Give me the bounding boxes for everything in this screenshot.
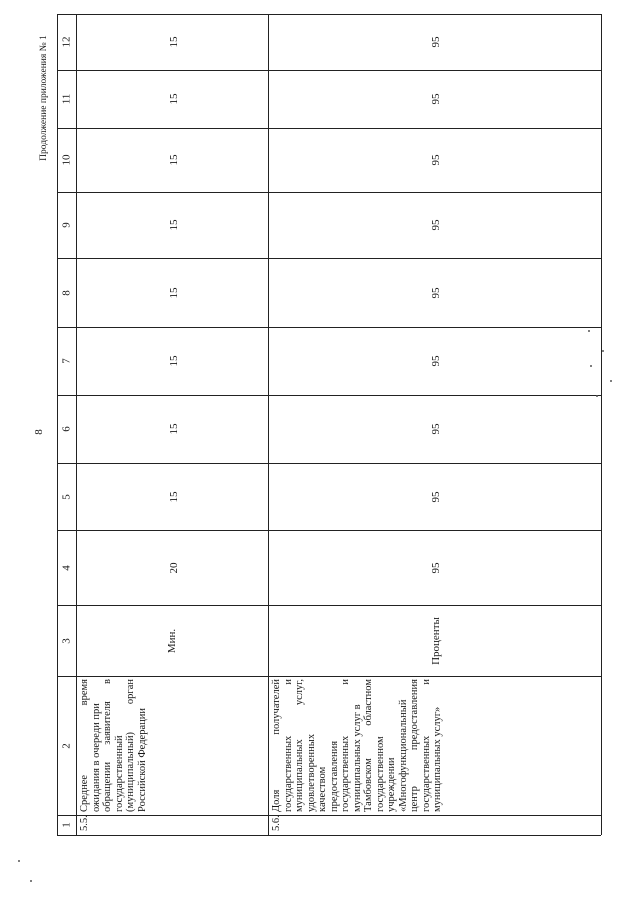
row-value: 95 <box>430 562 442 573</box>
row-value: 15 <box>168 491 180 502</box>
description-word: государственный <box>113 735 125 812</box>
row-value: 20 <box>168 562 180 573</box>
row-value: 95 <box>430 154 442 166</box>
column-header: 11 <box>60 93 73 105</box>
row-value: 95 <box>430 36 442 48</box>
description-line <box>137 679 149 812</box>
row-value: 15 <box>168 36 180 48</box>
column-header: 4 <box>60 564 73 571</box>
description-word: муниципальных <box>294 739 305 812</box>
table-column-border <box>57 14 601 15</box>
description-word: обращении <box>102 761 113 812</box>
description-line <box>283 679 295 812</box>
description-line <box>79 679 91 812</box>
description-word: Российской Федерации <box>136 708 148 812</box>
description-word: и <box>420 679 432 685</box>
description-line <box>398 679 410 812</box>
table-column-border <box>57 327 601 328</box>
scan-speck <box>610 380 612 382</box>
scan-speck <box>30 880 32 882</box>
description-line <box>91 679 103 812</box>
column-header: 12 <box>60 36 73 48</box>
description-word: (муниципальный) <box>125 731 136 812</box>
description-word: государственном <box>374 736 386 812</box>
description-word: предоставления <box>328 740 340 812</box>
table-column-border <box>57 463 601 464</box>
description-word: получателей <box>271 679 282 735</box>
row-value: 15 <box>168 93 180 105</box>
row-number <box>271 815 283 831</box>
column-header: 3 <box>60 637 73 644</box>
row-value: 95 <box>430 93 442 105</box>
description-word: Тамбовском <box>363 758 374 812</box>
row-value: 15 <box>168 219 180 231</box>
description-line <box>271 679 283 812</box>
description-line <box>363 679 375 812</box>
description-word: удовлетворенных <box>305 733 317 812</box>
description-line <box>114 679 126 812</box>
description-line <box>317 679 329 812</box>
description-line <box>294 679 306 812</box>
scan-speck <box>590 365 592 367</box>
column-header: 6 <box>60 426 73 432</box>
table-column-border <box>57 128 601 129</box>
description-word: заявителя <box>102 701 113 745</box>
column-header: 5 <box>60 493 73 500</box>
description-line <box>432 679 444 812</box>
description-word: в <box>102 679 113 684</box>
description-line <box>375 679 387 812</box>
row-value: 95 <box>430 423 442 435</box>
row-value: 95 <box>430 287 442 298</box>
table-column-border <box>57 835 601 836</box>
scan-speck <box>588 330 590 332</box>
description-line <box>340 679 352 812</box>
description-line <box>409 679 421 812</box>
row-description <box>79 679 148 812</box>
description-word: ожидания в очереди при <box>90 703 102 812</box>
table-column-border <box>57 70 601 71</box>
description-line <box>306 679 318 812</box>
scan-speck <box>596 395 598 397</box>
description-word: муниципальных услуг» <box>432 706 443 812</box>
row-value: 95 <box>430 355 442 367</box>
column-header: 1 <box>60 822 73 828</box>
row-value: 15 <box>168 355 180 367</box>
description-word: учреждении <box>386 757 397 812</box>
description-line <box>329 679 341 812</box>
table-row-border <box>268 14 269 835</box>
description-line <box>352 679 364 812</box>
row-value: 15 <box>168 287 180 298</box>
description-word: услуг, <box>294 679 305 706</box>
row-value: 95 <box>430 491 442 502</box>
description-word: областном <box>363 679 374 726</box>
column-header: 9 <box>60 222 73 228</box>
description-word: центр <box>409 786 420 812</box>
column-header: 8 <box>60 289 73 296</box>
row-value: 15 <box>168 154 180 166</box>
row-number <box>79 815 91 831</box>
table-column-border <box>57 258 601 259</box>
row-number-text: 5.6. <box>271 815 282 831</box>
description-line <box>421 679 433 812</box>
description-word: орган <box>125 679 136 705</box>
table-column-border <box>57 530 601 531</box>
column-header: 7 <box>60 358 73 364</box>
row-number-text: 5.5. <box>79 815 90 831</box>
table-row-border <box>76 14 77 835</box>
description-word: качеством <box>317 766 328 812</box>
description-word: Доля <box>271 789 282 812</box>
table-column-border <box>57 676 601 677</box>
description-word: время <box>79 679 90 706</box>
row-unit: Мин. <box>166 628 178 653</box>
column-header: 10 <box>60 154 73 166</box>
description-word: предоставления <box>409 679 420 751</box>
description-word: и <box>282 679 294 685</box>
row-value: 95 <box>430 219 442 231</box>
description-line <box>386 679 398 812</box>
row-value: 15 <box>168 423 180 435</box>
table-column-border <box>57 192 601 193</box>
description-word: «Многофункциональный <box>397 699 409 812</box>
scan-speck <box>602 350 604 352</box>
description-word: государственных <box>282 735 294 812</box>
description-line <box>102 679 114 812</box>
table-column-border <box>57 815 601 816</box>
description-word: муниципальных услуг в <box>351 704 363 812</box>
page-number: 8 <box>33 429 45 435</box>
row-unit: Проценты <box>430 616 442 665</box>
description-word: Среднее <box>79 774 90 812</box>
column-header: 2 <box>60 742 73 749</box>
table-row-border <box>601 14 602 835</box>
description-word: государственных <box>420 735 432 812</box>
row-description <box>271 679 444 812</box>
appendix-note-text: Продолжение приложения № 1 <box>39 35 49 161</box>
description-line <box>125 679 137 812</box>
table-column-border <box>57 605 601 606</box>
description-word: государственных <box>340 735 351 812</box>
scan-speck <box>18 860 20 862</box>
table-column-border <box>57 395 601 396</box>
description-word: и <box>340 679 351 685</box>
